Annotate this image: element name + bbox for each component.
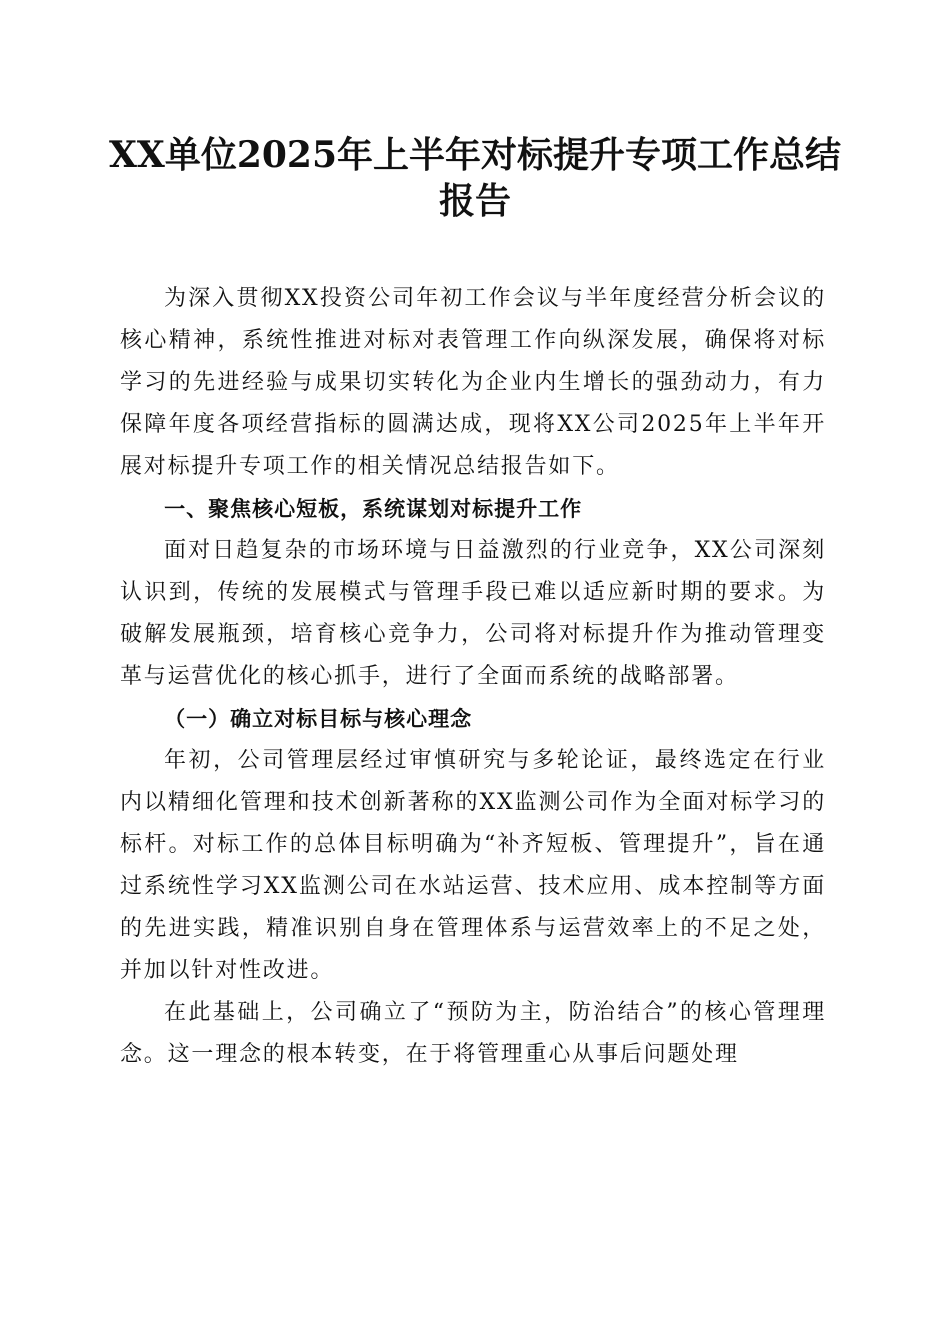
document-title <box>100 132 850 224</box>
subsection-1-heading: （一）确立对标目标与核心理念 <box>164 706 473 731</box>
intro-paragraph: 为深入贯彻XX投资公司年初工作会议与半年度经营分析会议的核心精神，系统性推进对标对表管理工作向纵深发展，确保将对标学习的先进经验与成果切实转化为企业内生增长的强劲动力，有力保障年度各项经营指标的圆满达成，现将XX公司2025年上半年开展对标提升专项工作的相关情况总结报告如下。 <box>120 286 826 479</box>
document-body <box>120 278 826 1076</box>
section-1-heading: 一、聚焦核心短板，系统谋划对标提升工作 <box>164 497 583 521</box>
title-line-2: 报告 <box>438 180 511 222</box>
title-line-1: XX单位2025年上半年对标提升专项工作总结 <box>108 134 842 176</box>
section-1-paragraph: 面对日趋复杂的市场环境与日益激烈的行业竞争，XX公司深刻认识到，传统的发展模式与管理手段已难以适应新时期的要求。为破解发展瓶颈，培育核心竞争力，公司将对标提升作为推动管理变革与运营优化的核心抓手，进行了全面而系统的战略部署。 <box>120 538 826 689</box>
subsection-1-paragraph-2: 在此基础上，公司确立了“预防为主，防治结合”的核心管理理念。这一理念的根本转变，在于将管理重心从事后问题处理 <box>120 1000 826 1067</box>
subsection-1-paragraph-1: 年初，公司管理层经过审慎研究与多轮论证，最终选定在行业内以精细化管理和技术创新著称的XX监测公司作为全面对标学习的标杆。对标工作的总体目标明确为“补齐短板、管理提升”，旨在通过系统性学习XX监测公司在水站运营、技术应用、成本控制等方面的先进实践，精准识别自身在管理体系与运营效率上的不足之处，并加以针对性改进。 <box>120 748 826 983</box>
